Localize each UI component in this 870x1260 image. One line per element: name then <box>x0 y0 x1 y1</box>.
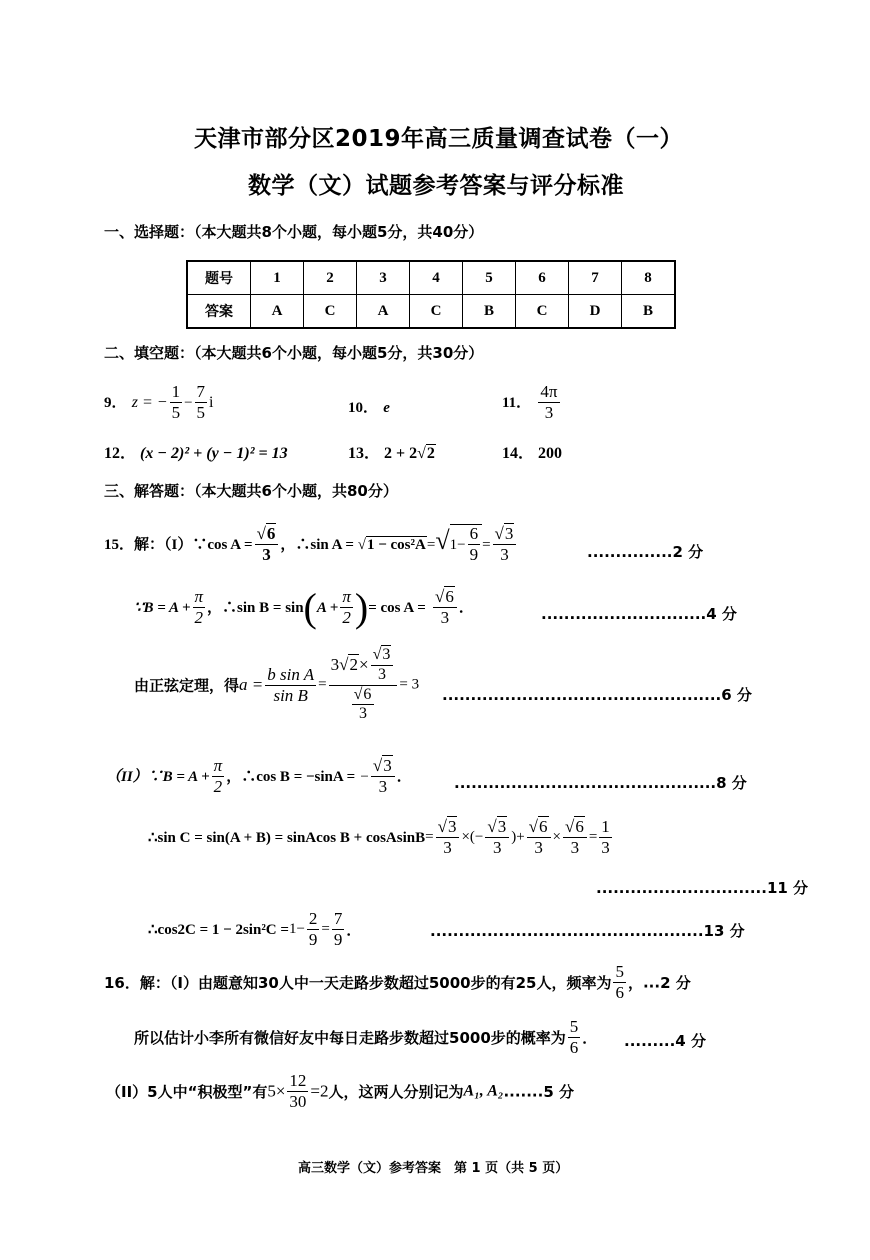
answer-cell: C <box>304 295 357 329</box>
score-8: ..............................................8 分 <box>454 774 747 792</box>
q15-part2-line2: ∴sin C = sin(A + B) = sinAcos B + cosAsinB= $\frac{√3}{3}$ ×(− $\frac{√3}{3}$ )+ $\frac{√6}{3}$ × $\frac{√6}{3}$ = $\frac{1}{3}$ <box>148 817 610 857</box>
table-row-answers <box>187 295 675 329</box>
q15-line1: 15．解：（I）∵cos A = $\frac{√6}{3}$ ，∴sin A = √1 − cos²A=√1− $\frac{6}{9}$ = $\frac{√3}{3}$ <box>104 524 518 564</box>
answer-cell: D <box>569 295 622 329</box>
answer-q10: 10． e <box>348 400 390 416</box>
question-number: 7 <box>569 261 622 295</box>
question-number: 1 <box>251 261 304 295</box>
answer-cell: B <box>463 295 516 329</box>
section2-heading: 二、填空题：（本大题共6个小题，每小题5分，共30分） <box>104 344 484 362</box>
score-11: ..............................11 分 <box>596 879 809 897</box>
answer-table <box>186 260 676 329</box>
table-row-numbers <box>187 261 675 295</box>
q16-line1: 16．解：（I）由题意知30人中一天走路步数超过5000步的有25人，频率为 $\frac{5}{6}$ ，...2 分 <box>104 962 691 1002</box>
answer-cell: C <box>410 295 463 329</box>
question-number: 4 <box>410 261 463 295</box>
q15-line3: 由正弦定理，得a = $\frac{\text{b sin A}}{\text{sin B}}$ = 3 √ 2 × $\frac{√3}{3}$ $\frac{√6}{3}$ = 3 <box>134 646 420 723</box>
answer-cell: A <box>357 295 410 329</box>
row-label: 题号 <box>187 261 251 295</box>
question-number: 6 <box>516 261 569 295</box>
answer-q13: 13． 2 + 2√2 <box>348 445 435 462</box>
answer-q9: 9． z = − $\frac{1}{5}$ − $\frac{7}{5}$ i <box>104 382 214 422</box>
answer-cell: B <box>622 295 676 329</box>
q15-part2-line3: ∴cos2C = 1 − 2sin²C =1− $\frac{2}{9}$ = $\frac{7}{9}$ ． <box>148 909 362 949</box>
score-2: ...............2 分 <box>587 543 704 561</box>
score-q16-4: .........4 分 <box>624 1032 706 1050</box>
section3-heading: 三、解答题：（本大题共6个小题，共80分） <box>104 482 398 500</box>
answer-q14: 14． 200 <box>502 445 563 462</box>
section1-heading: 一、选择题：（本大题共8个小题，每小题5分，共40分） <box>104 223 484 241</box>
question-number: 8 <box>622 261 676 295</box>
document-title: 天津市部分区2019年高三质量调查试卷（一） <box>194 126 684 152</box>
answer-q12: 12． (x − 2)² + (y − 1)² = 13 <box>104 445 288 462</box>
score-13: ................................................13 分 <box>430 922 745 940</box>
q16-part2-line1: （II）5人中“积极型”有5× $\frac{12}{30}$ =2人，这两人分别记为A₁, A₂.......5 分 <box>106 1071 574 1111</box>
page-footer: 高三数学（文）参考答案 第 1 页（共 5 页） <box>298 1161 569 1176</box>
answer-q11: 11． $\frac{4\pi}{3}$ <box>502 382 558 422</box>
document-subtitle: 数学（文）试题参考答案与评分标准 <box>248 173 624 199</box>
question-number: 5 <box>463 261 516 295</box>
q16-line2: 所以估计小李所有微信好友中每日走路步数超过5000步的概率为 $\frac{5}{6}$ ． <box>134 1017 598 1057</box>
question-number: 3 <box>357 261 410 295</box>
answer-cell: A <box>251 295 304 329</box>
q15-part2-line1: （II）∵B = A + $\frac{\pi}{2}$ ，∴cos B = −sinA = − $\frac{√3}{3}$ ． <box>106 756 412 796</box>
score-6: .................................................6 分 <box>442 686 752 704</box>
q15-line2: ∵B = A + $\frac{\pi}{2}$ ，∴sin B = sin(A + $\frac{\pi}{2}$ )= cos A = $\frac{√6}{3}$ ． <box>134 585 474 630</box>
question-number: 2 <box>304 261 357 295</box>
row-label: 答案 <box>187 295 251 329</box>
answer-cell: C <box>516 295 569 329</box>
score-4: .............................4 分 <box>541 605 737 623</box>
